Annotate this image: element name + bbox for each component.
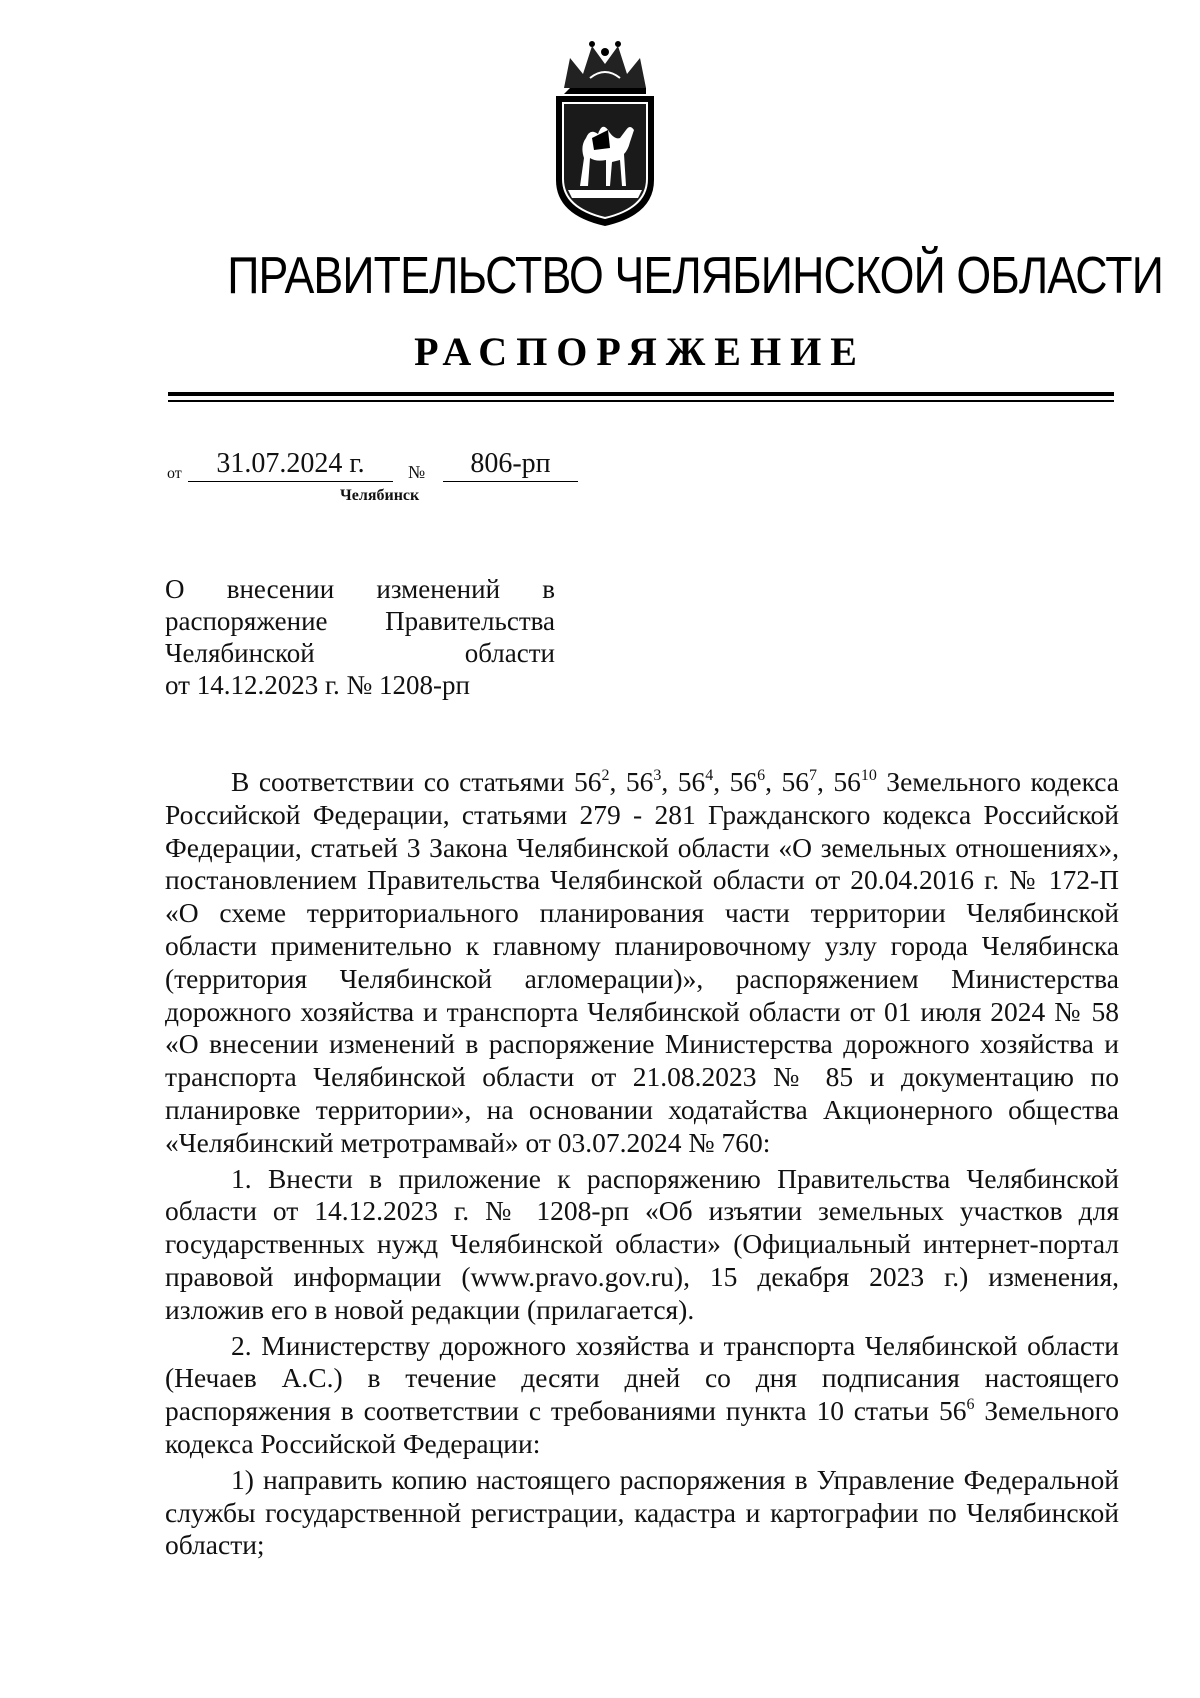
subject-line: О внесении изменений в: [165, 574, 555, 604]
document-city: Челябинск: [340, 487, 420, 504]
document-subject: [165, 573, 555, 701]
document-number: 806-рп: [443, 448, 578, 482]
subject-line: от 14.12.2023 г. № 1208-рп: [165, 670, 470, 700]
document-date: 31.07.2024 г.: [188, 448, 393, 482]
subject-line: Челябинской области: [165, 638, 555, 668]
body-paragraph-item-2: 2. Министерству дорожного хозяйства и транспорта Челябинской области (Нечаев А.С.) в течение десяти дней со дня подписания настоящего распоряжения в соответствии с требованиями пункта 10 статьи $56^6$ Земельного кодекса Российской Федерации:: [165, 1329, 1120, 1459]
date-prefix: от: [167, 465, 182, 482]
document-type: РАСПОРЯЖЕНИЕ: [414, 329, 866, 374]
number-prefix: №: [408, 462, 426, 482]
body-paragraph-item-1: 1. Внести в приложение к распоряжению Правительства Челябинской области от 14.12.2023 г. № 1208-рп «Об изъятии земельных участков для государственных нужд Челябинской области» (Официальный интернет-портал правовой информации (www.pravo.gov.ru), 15 декабря 2023 г.) изменения, изложив его в новой редакции (прилагается).: [165, 1162, 1119, 1325]
subject-line: распоряжение Правительства: [165, 606, 555, 636]
organization-title: ПРАВИТЕЛЬСТВО ЧЕЛЯБИНСКОЙ ОБЛАСТИ: [227, 247, 1163, 305]
document-body: [165, 766, 1119, 1562]
chelyabinsk-coat-of-arms-icon: [550, 30, 660, 230]
header-rule-thick: [168, 392, 1114, 396]
body-paragraph-preamble: В соответствии со статьями $56^2$, $56^3$, $56^4$, $56^6$, $56^7$, $56^{10}$ Земельного кодекса Российской Федерации, статьями 279 - 281 Гражданского кодекса Российской Федерации, статьей 3 Закона Челябинской области «О земельных отношениях», постановлением Правительства Челябинской области от 20.04.2016 г. № 172-П «О схеме территориального планирования части территории Челябинской области применительно к главному планировочному узлу города Челябинска (территория Челябинской агломерации)», распоряжением Министерства дорожного хозяйства и транспорта Челябинской области от 01 июля 2024 № 58 «О внесении изменений в распоряжение Министерства дорожного хозяйства и транспорта Челябинской области от 21.08.2023 № 85 и документацию по планировке территории», на основании ходатайства Акционерного общества «Челябинский метротрамвай» от 03.07.2024 № 760:: [165, 766, 1119, 1158]
header-rule-thin: [168, 400, 1114, 402]
body-paragraph-subitem-1: 1) направить копию настоящего распоряжения в Управление Федеральной службы государственной регистрации, кадастра и картографии по Челябинской области;: [165, 1463, 1119, 1561]
